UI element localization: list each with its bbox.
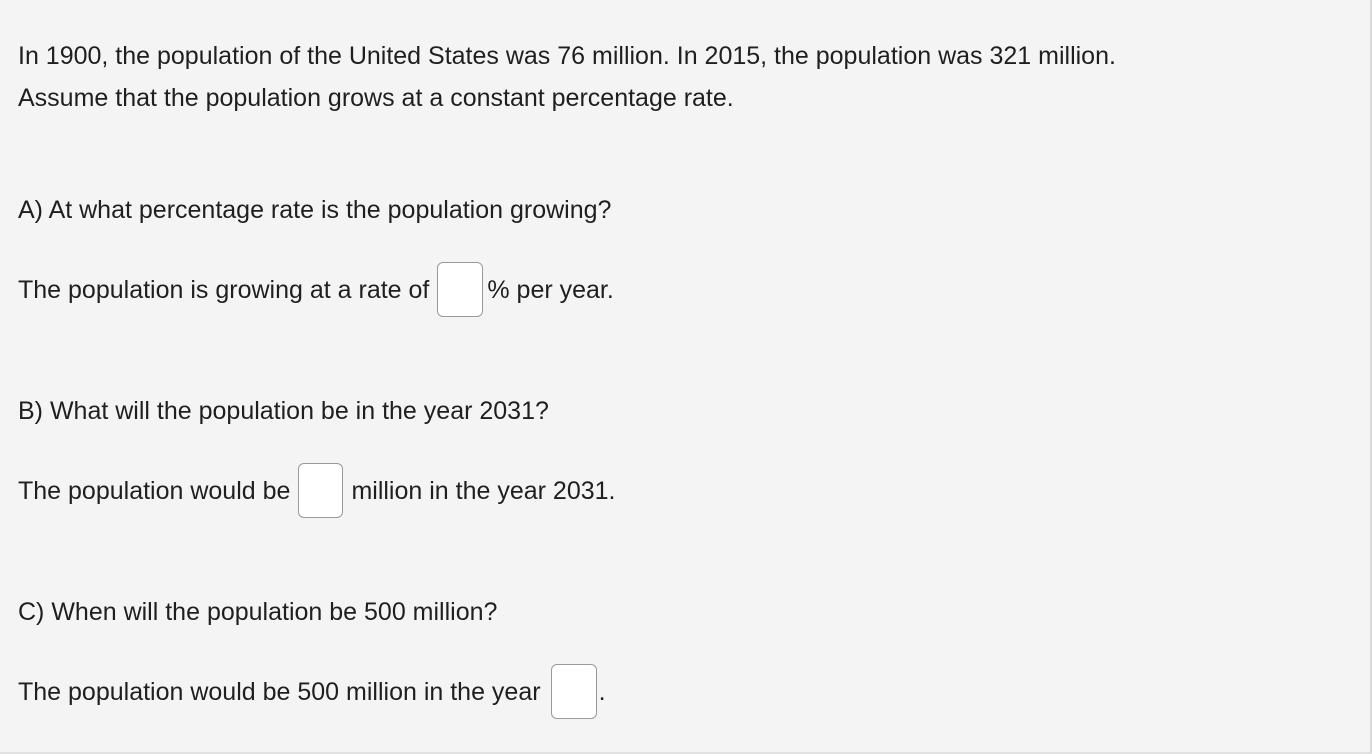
part-a-question xyxy=(18,195,611,225)
part-b-answer-suffix: million in the year 2031. xyxy=(351,476,616,505)
part-c-answer-row xyxy=(18,664,606,719)
problem-intro-text-2: Assume that the population grows at a constant percentage rate. xyxy=(18,84,734,112)
part-c-question xyxy=(18,597,497,627)
part-b-answer-row xyxy=(18,463,615,518)
part-c-year-input[interactable] xyxy=(551,664,597,719)
problem-intro-line-1 xyxy=(18,41,1116,71)
problem-intro-text-1: In 1900, the population of the United States was 76 million. In 2015, the population was 321 million. xyxy=(18,42,1116,70)
part-a-rate-input[interactable] xyxy=(437,262,483,317)
part-b-question-text: B) What will the population be in the year 2031? xyxy=(18,397,549,425)
part-b-question xyxy=(18,396,549,426)
part-b-answer-prefix: The population would be xyxy=(18,476,291,505)
part-c-question-text: C) When will the population be 500 million? xyxy=(18,598,498,626)
part-a-question-text: A) At what percentage rate is the population growing? xyxy=(18,196,612,224)
part-a-answer-row xyxy=(18,262,614,317)
part-c-answer-prefix: The population would be 500 million in the year xyxy=(18,677,541,706)
part-a-answer-prefix: The population is growing at a rate of xyxy=(18,275,430,304)
part-c-answer-suffix: . xyxy=(598,677,606,706)
part-a-answer-suffix: % per year. xyxy=(487,275,614,304)
part-b-population-input[interactable] xyxy=(298,463,343,518)
problem-intro-line-2 xyxy=(18,83,734,113)
